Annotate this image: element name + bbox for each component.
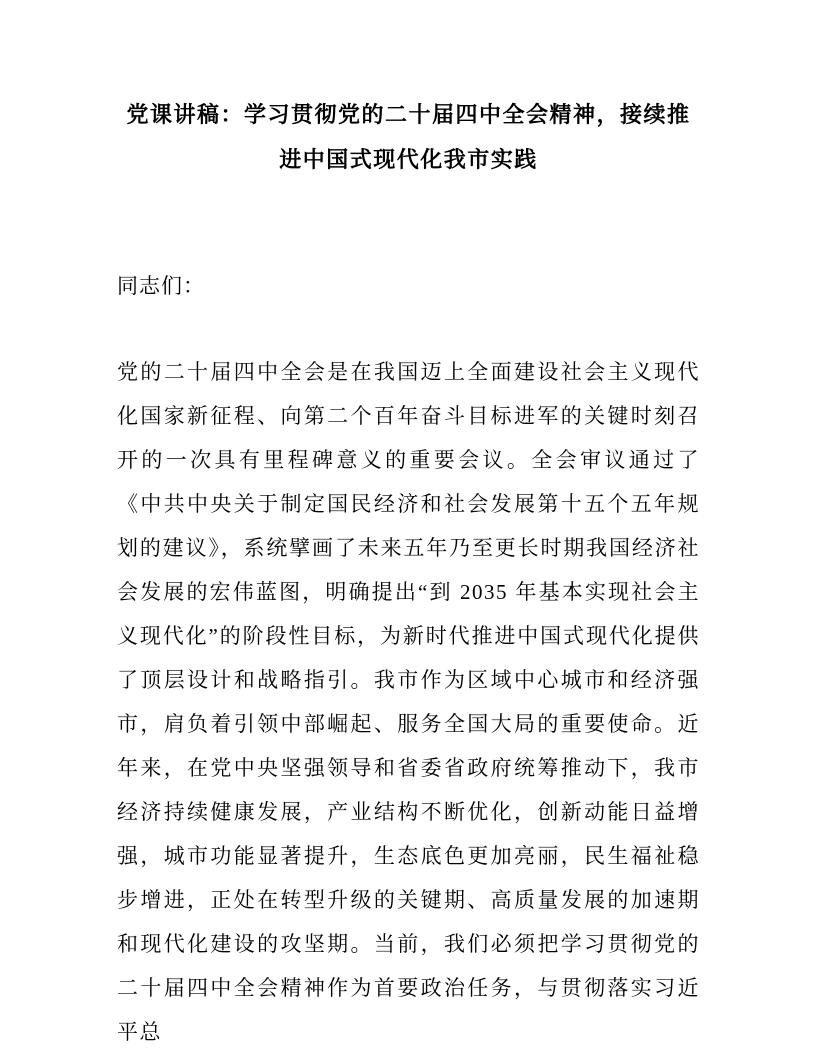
document-title: 党课讲稿：学习贯彻党的二十届四中全会精神，接续推进中国式现代化我市实践 bbox=[126, 102, 691, 172]
body-paragraph: 党的二十届四中全会是在我国迈上全面建设社会主义现代化国家新征程、向第二个百年奋斗目标进军的关键时刻召开的一次具有里程碑意义的重要会议。全会审议通过了《中共中央关于制定国民经济和社会发展第十五个五年规划的建议》，系统擘画了未来五年乃至更长时期我国经济社会发展的宏伟蓝图，明确提出“到 2035 年基本实现社会主义现代化”的阶段性目标，为新时代推进中国式现代化提供了顶层设计和战略指引。我市作为区域中心城市和经济强市，肩负着引领中部崛起、服务全国大局的重要使命。近年来，在党中央坚强领导和省委省政府统筹推动下，我市经济持续健康发展，产业结构不断优化，创新动能日益增强，城市功能显著提升，生态底色更加亮丽，民生福祉稳步增进，正处在转型升级的关键期、高质量发展的加速期和现代化建设的攻坚期。当前，我们必须把学习贯彻党的二十届四中全会精神作为首要政治任务，与贯彻落实习近平总 bbox=[117, 360, 700, 1044]
salutation: 同志们： bbox=[117, 274, 205, 298]
